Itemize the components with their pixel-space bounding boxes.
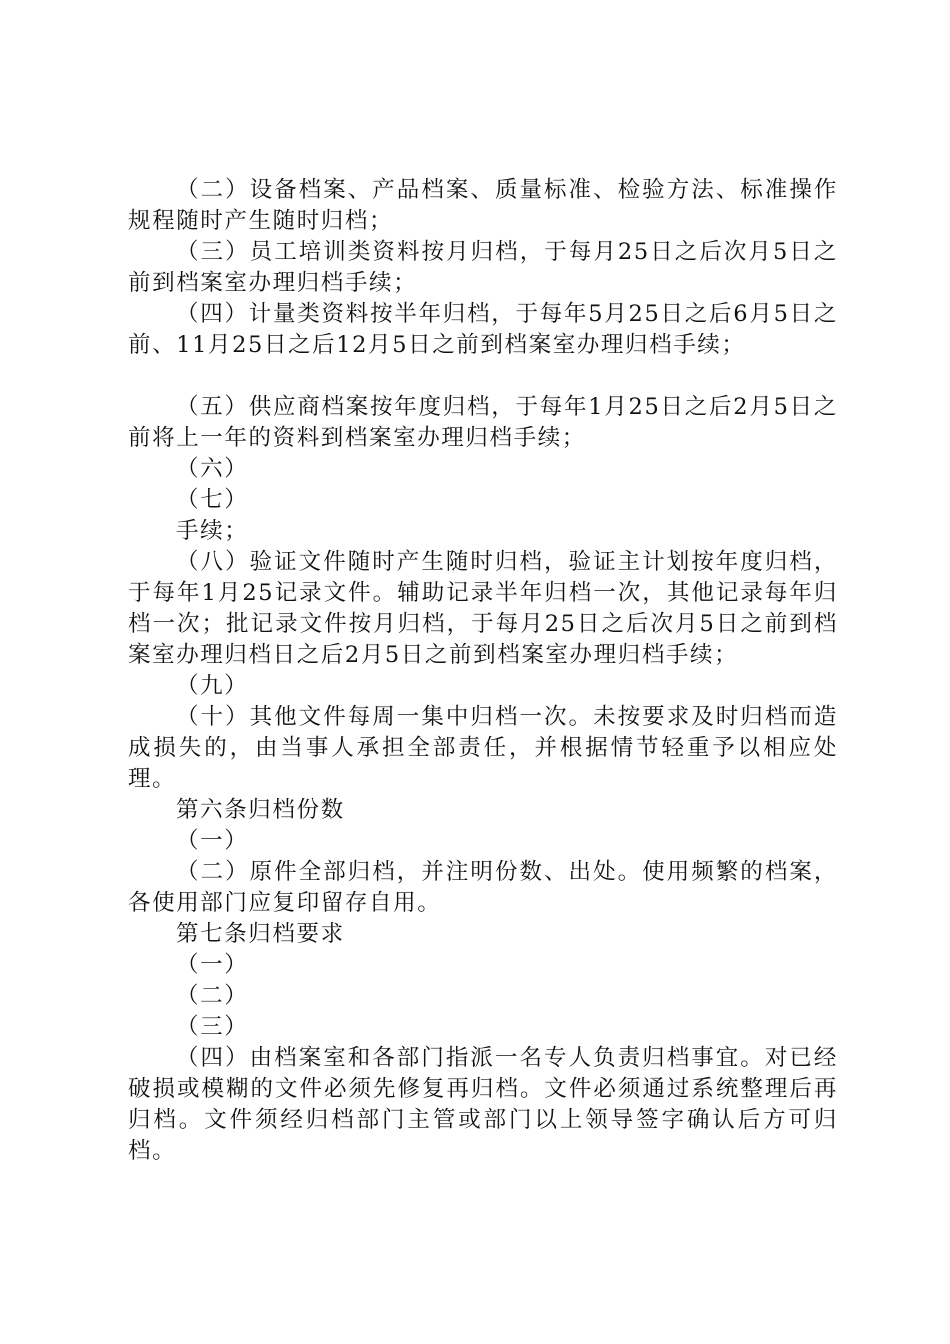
article-6-item-1: （一） [176, 828, 249, 854]
article-7-item-2: （二） [176, 983, 249, 1009]
article-7-item-4: （四）由档案室和各部门指派一名专人负责归档事宜。对已经破损或模糊的文件必须先修复再归档。文件必须通过系统整理后再归档。文件须经归档部门主管或部门以上领导签字确认后方可归档。 [128, 1045, 838, 1164]
paragraph-5-supplier-archives: （五）供应商档案按年度归档，于每年1月25日之后2月5日之前将上一年的资料到档案室办理归档手续； [128, 394, 838, 451]
paragraph-4-metrology-records: （四）计量类资料按半年归档，于每年5月25日之后6月5日之前、11月25日之后12月5日之前到档案室办理归档手续； [128, 301, 838, 358]
article-6-item-2: （二）原件全部归档，并注明份数、出处。使用频繁的档案，各使用部门应复印留存自用。 [128, 859, 838, 916]
paragraph-6: （六） [176, 456, 249, 482]
paragraph-8-validation-files: （八）验证文件随时产生随时归档，验证主计划按年度归档，于每年1月25记录文件。辅助记录半年归档一次，其他记录每年归档一次；批记录文件按月归档，于每月25日之后次月5日之前到档案室办理归档日之后2月5日之前到档案室办理归档手续； [128, 549, 838, 668]
article-7-item-1: （一） [176, 952, 249, 978]
section-heading-article-7: 第七条归档要求 [176, 921, 345, 947]
paragraph-9: （九） [176, 673, 249, 699]
blank-line [128, 361, 838, 392]
paragraph-10-other-files: （十）其他文件每周一集中归档一次。未按要求及时归档而造成损失的，由当事人承担全部责任，并根据情节轻重予以相应处理。 [128, 704, 838, 792]
paragraph-procedures: 手续； [176, 518, 249, 544]
section-heading-article-6: 第六条归档份数 [176, 797, 345, 823]
paragraph-2-equipment-archives: （二）设备档案、产品档案、质量标准、检验方法、标准操作规程随时产生随时归档； [128, 177, 838, 234]
article-7-item-3: （三） [176, 1014, 249, 1040]
document-body [128, 175, 838, 1167]
paragraph-3-training-records: （三）员工培训类资料按月归档，于每月25日之后次月5日之前到档案室办理归档手续； [128, 239, 838, 296]
paragraph-7: （七） [176, 487, 249, 513]
